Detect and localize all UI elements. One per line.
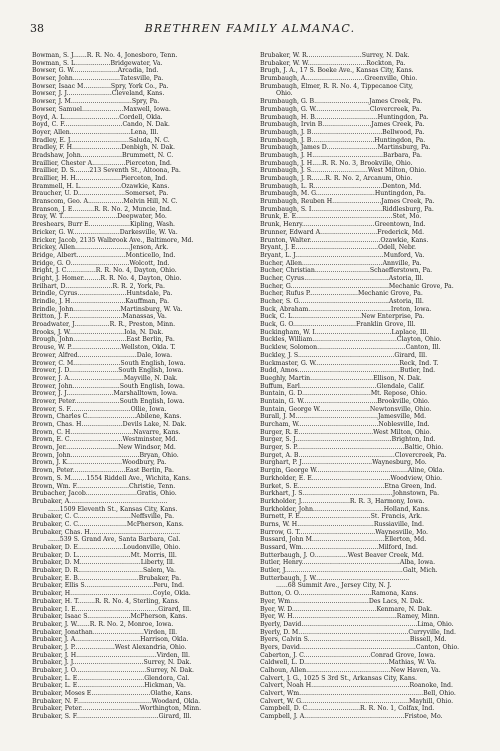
directory-entry: Brubaker, J. P.....................West Alexandria, Ohio.	[32, 643, 187, 651]
directory-entry: Branscom, Geo. A..................Melvin Hill, N. C.	[32, 198, 178, 206]
directory-entry: Bricker, Jacob, 2135 Walbrook Ave., Baltimore, Md.	[32, 236, 194, 244]
directory-entry: Brumbaugh, A..............................Greenville, Ohio.	[260, 75, 418, 83]
directory-entry: Brubaker, D. R.................................Salem, Va.	[32, 567, 176, 575]
directory-entry: Byer, Wm........................................Des Lacs, N. Dak.	[260, 597, 425, 605]
directory-entry: Calvert, W. G.......................................................Mayhill, Ohio.	[260, 697, 454, 705]
directory-entry: Brower, J. A............................Mayville, N. Dak.	[32, 374, 178, 382]
directory-entry: Buck, C. L...................................New Enterprise, Pa.	[260, 313, 425, 321]
directory-entry: Budd, Amos....................................................Butler, Ind.	[260, 367, 436, 375]
directory-entry: Brubaker, L. E..................................Hickman, Va.	[32, 682, 186, 690]
directory-entry: Brubaker, Ellis S...................................Peru, Ind.	[32, 582, 184, 590]
directory-entry: Buck, G. O................................Franklin Grove, Ill.	[260, 321, 416, 329]
directory-entry: Brower, Alfred..............................Dale, Iowa.	[32, 351, 173, 359]
directory-entry: Burgin, George W...............................................Aline, Okla.	[260, 467, 445, 475]
directory-entry: Burrow, G. T.......................................Waynesville, Mo.	[260, 528, 429, 536]
directory-entry: Brunk, Henry.....................................Greentown, Ind.	[260, 221, 426, 229]
directory-entry: Brumbaugh, G. W............................Clovercreek, Pa.	[260, 105, 422, 113]
directory-entry: Brumbaugh, G. B............................James Creek, Pa.	[260, 98, 423, 106]
directory-entry: Calvert, J. G., 1025 S 3rd St., Arkansas City, Kans.	[260, 674, 417, 682]
directory-entry: Brumbaugh, Reuben H.........................James Creek, Pa.	[260, 198, 435, 206]
directory-entry: Burket, S. E............................................Etna Green, Ind.	[260, 482, 437, 490]
directory-entry: Brubaker, A..................................................	[32, 497, 168, 505]
directory-entry: Brumbaugh, J. R.......R. R. No. 2, Arcanum, Ohio.	[260, 175, 413, 182]
directory-entry: Bray, W. T............................Deepwater, Mo.	[32, 213, 167, 221]
directory-entry: Burkholder, John....................................Holland, Kans.	[260, 505, 430, 513]
directory-entry: Buckingham, W. I.......................................Laplace, Ill.	[260, 328, 429, 336]
directory-entry: Brumbaugh, J. S.............................West Milton, Ohio.	[260, 167, 427, 175]
directory-entry: Byerly, David...........................................................Lima, Ohio.	[260, 620, 454, 628]
directory-entry: Bowman, S. L..................Bridgewater, Va.	[32, 59, 163, 67]
directory-entry: Brough, John...........................East Berlin, Pa.	[32, 336, 175, 344]
directory-entry: Braucher, U. D........................Somerset, Pa.	[32, 190, 169, 198]
directory-entry: Brown, Jer...........................New Windsor, Md.	[32, 444, 176, 452]
directory-entry: Burger, S. J.................................................Brighton, Ind.	[260, 436, 436, 444]
directory-entry: ......68 Summit Ave., Jersey City, N. J.	[276, 582, 392, 590]
directory-entry: Buffum, Earl.......................................Glendale, Calif.	[260, 382, 425, 390]
directory-entry: Boyd, A. L............................Cordell, Okla.	[32, 113, 163, 121]
directory-entry: Brunner, Edward A.............................Frederick, Md.	[260, 228, 425, 236]
directory-entry: Butterbaugh, J. O.................West Beaver Creek, Md.	[260, 551, 424, 559]
directory-entry: Burns, W. H.......................................Russiaville, Ind.	[260, 520, 424, 528]
directory-entry: Brower, Peter.......................South English, Iowa.	[32, 397, 185, 405]
page-number: 38	[30, 22, 44, 35]
directory-entry: Brindle, Cyrus.........................Huntsdale, Pa.	[32, 290, 173, 298]
directory-entry: Button, O. O.....................................Ramona, Kans.	[260, 590, 419, 598]
directory-entry: Bradshaw, John.....................Brummett, N. C.	[32, 151, 174, 159]
directory-entry: Brouse, W. P..........................Wellston, Okla. T.	[32, 344, 176, 352]
directory-entry: Campbell, D. C...........................R. R. No. 1, Colfax, Ind.	[260, 705, 435, 713]
directory-entry: Butler, Henry..................................................Alba, Iowa.	[260, 559, 436, 567]
directory-entry: Caldwell, L. D...........................................Mathias, W. Va.	[260, 659, 437, 667]
directory-entry: Brindle, John........................Martinsburg, W. Va.	[32, 305, 183, 313]
directory-entry: Bucher, Cyrus...........................................Astoria, Ill.	[260, 274, 424, 282]
directory-entry: Brubaker, C. C.........................McPherson, Kans.	[32, 520, 184, 528]
directory-entry: Bryant, L. J.............................................Munford, Va.	[260, 251, 425, 259]
directory-entry: Brown, Wm. F...........................Christie, Tenn.	[32, 482, 176, 490]
directory-entry: Byers, Calvin S....................................................Bissell, Md.	[260, 636, 447, 644]
directory-entry: Brubaker, S. F..........................................Girard, Ill.	[32, 713, 192, 721]
directory-entry: Burnett, F. E....................................St. Francis, Ark.	[260, 513, 422, 521]
directory-entry: Brubaker, D. L...........................Mt. Morris, Ill.	[32, 551, 177, 559]
directory-entry: Caberton, J. C..................................Conrad Grove, Iowa.	[260, 651, 436, 659]
directory-entry: Bucklew, Solomon.............................................Canton, Ill.	[260, 344, 441, 352]
directory-entry: Brown, John...................................Bryan, Ohio.	[32, 451, 179, 459]
directory-entry: Brubaker, I. E..........................................Girard, Ill.	[32, 605, 192, 613]
directory-entry: Bowser, J. M...............................Spry, Pa.	[32, 98, 160, 106]
directory-entry: Buckles, William...........................................Clayton, Ohio.	[260, 336, 442, 344]
directory-entry: Bueghly, Martin................................Ellison, N. Dak.	[260, 374, 422, 382]
directory-entry: Buckley, J. S.................................................Girard, Ill.	[260, 351, 428, 359]
directory-entry: Brubaker, J. A.................................Harrison, Okla.	[32, 636, 189, 644]
directory-entry: Burkholder, J.........................R. R. 3, Harmony, Iowa.	[260, 497, 425, 505]
directory-entry: Bowser, John........................Tatesville, Pa.	[32, 75, 164, 83]
directory-entry: Brower, S. F...............................Ollie, Iowa.	[32, 405, 167, 413]
directory-entry: Byer, W. H.....................................................Ramey, Minn.	[260, 613, 440, 621]
directory-entry: Brumbaugh, M. G..............................Huntingdon, Pa.	[260, 190, 426, 198]
directory-entry: Calhoun, Allen...........................................New Haven, Va.	[260, 667, 441, 674]
directory-entry: Burger, S. P.......................................................Baltic, Ohio.	[260, 444, 444, 452]
page-header	[30, 22, 470, 40]
directory-entry: ......1509 Eleventh St., Kansas City, Kans.	[48, 505, 178, 513]
directory-entry: Byer, W. D...........................................Kenmare, N. Dak.	[260, 605, 432, 613]
directory-entry: Brower, John........................South English, Iowa.	[32, 382, 185, 390]
directory-entry: Brown, C. H................................Navarre, Kans.	[32, 428, 181, 436]
directory-entry: Calvert, Noah H..................................................Roanoke, Ind.	[260, 682, 453, 690]
directory-entry: Brubaker, J. W.......R. R. No. 2, Monroe, Iowa.	[32, 620, 174, 628]
directory-entry: Brumbaugh, J. H....................................Barbara, Pa.	[260, 151, 422, 159]
directory-entry: Braillier, D. S........213 Seventh St., Altoona, Pa.	[32, 167, 181, 175]
directory-entry: Bussard, Wm.......................................Milford, Ind.	[260, 544, 418, 551]
directory-entry: Brubaker, N. F......................................Woodard, Okla.	[32, 697, 201, 705]
directory-entry: Brubaker, W. W..............................Rockton, Pa.	[260, 59, 406, 67]
directory-entry: Bradley, F. H.........................Denbigh, N. Dak.	[32, 144, 175, 152]
directory-entry: Brower, J. D.........................South English, Iowa.	[32, 367, 184, 375]
directory-entry: Brumbaugh, Irvin B.........................James Creek, Pa.	[260, 121, 425, 129]
directory-entry: Buntain, G. W......................................Brookville, Ohio.	[260, 397, 430, 405]
directory-entry: Brumbaugh, J. H.....R. R. No. 3, Brookville, Ohio.	[260, 159, 413, 167]
directory-entry: Ohio.	[276, 90, 293, 98]
directory-entry: Brubaker, L. E..................................Glendora, Cal.	[32, 674, 190, 682]
directory-entry: Bucher, G..................................................Mechanic Grove, Pa.	[260, 282, 454, 290]
directory-entry: Bridge, Albert.........................Monticello, Ind.	[32, 251, 176, 259]
directory-entry: Brubaker, J. H.........................................Virden, Ill.	[32, 651, 190, 659]
directory-entry: Brower, J. J........................Marshalltown, Iowa.	[32, 390, 178, 398]
directory-entry: Britton, J. F............................Manassas, Va.	[32, 313, 167, 321]
directory-entry: Brumbaugh, H. B................................Huntingdon, Pa.	[260, 113, 429, 121]
directory-entry: Broadwater, J..................R. R., Preston, Minn.	[32, 321, 176, 329]
directory-entry: Bradley, E. J..............................Saluda, N. C.	[32, 136, 170, 144]
directory-entry: Brubaker, J. O....................................Surrey, N. Dak.	[32, 667, 194, 674]
directory-entry: Butterbaugh, J. W................................................	[260, 574, 410, 582]
directory-entry: Brown, Charles C.........................Abilene, Kans.	[32, 413, 182, 421]
directory-entry: Burget, A. B.................................................Clovercreek, Pa.	[260, 451, 447, 459]
directory-entry: Brugh, J. A., 17 S. Boeke Ave., Kansas City, Kans.	[260, 67, 414, 75]
directory-entry: Brindle, J. H............................Kauffman, Pa.	[32, 298, 170, 305]
directory-entry: Boyer, Allen...............................Lena, Ill.	[32, 128, 159, 136]
directory-entry: Buntain, G. D...................................Mt. Repose, Ohio.	[260, 390, 427, 398]
directory-entry: Brooks, J. W............................Iola, N. Dak.	[32, 328, 164, 336]
directory-entry: Brubaker, D. M...............................Liberty, Ill.	[32, 559, 175, 567]
directory-entry: Brubaker, H. T.........R. R. No. 4, Sterling, Kans.	[32, 597, 180, 605]
directory-entry: Brubaker, Moses E..............................Olathe, Kans.	[32, 690, 193, 698]
directory-entry: Buntain, George W..........................Newtonsville, Ohio.	[260, 405, 432, 413]
directory-entry: Campbell, J. A...................................................Fristoe, Mo.	[260, 713, 443, 721]
directory-entry: Brubaker, Peter..............................Worthington, Minn.	[32, 705, 202, 713]
directory-entry: Boyd, C. F..............................Cando, N. Dak.	[32, 121, 170, 129]
directory-entry: Bryant, J. E..........................................Odell, Nebr.	[260, 244, 417, 252]
right-column	[260, 52, 478, 721]
directory-entry: Buck, Abraham..........................................Ireton, Iowa.	[260, 305, 432, 313]
directory-entry: Brown, E. C...........................Westminster, Md.	[32, 436, 178, 444]
directory-entry: Brubaker, H..........................................Coyle, Okla.	[32, 590, 191, 598]
directory-entry: Brubaker, E. B...............................Brubaker, Pa.	[32, 574, 182, 582]
directory-entry: Brubaker, D. E.......................Loudonville, Ohio.	[32, 544, 181, 551]
directory-entry: Brubaker, C. C...........................Neffsville, Pa.	[32, 513, 175, 521]
directory-entry: Burall, J. M..........................................Jamesville, Md.	[260, 413, 427, 421]
directory-entry: Braillier, H. H.......................Pierceton, Ind.	[32, 175, 168, 182]
directory-entry: Burghart, P. J....................................Waynesburg, Mo.	[260, 459, 427, 467]
directory-entry: Burger, R. E......................................West Milton, Ohio.	[260, 428, 432, 436]
directory-entry: Branson, J. E...........R. R. No. 2, Muncie, Ind.	[32, 205, 172, 213]
directory-entry: Brubaker, Isaac S......................McPherson, Kans.	[32, 613, 188, 621]
directory-entry: Brunton, Walter....................................Ozawkie, Kans.	[260, 236, 429, 244]
directory-entry: Bowman, S. J.......R. R. No. 4, Jonesboro, Tenn.	[32, 52, 178, 59]
directory-entry: ......539 S. Grand Ave, Santa Barbara, Cal.	[48, 536, 181, 544]
directory-entry: Brown, S. M........1554 Riddell Ave., Wichita, Kans.	[32, 474, 191, 482]
directory-entry: Calvert, Wm...............................................................Bell, Ohio.	[260, 690, 456, 698]
directory-entry: Brumbaugh, James D..........................Martinsburg, Pa.	[260, 144, 431, 152]
directory-entry: Bridge, G. O..............................Wolcott, Ind.	[32, 259, 170, 267]
directory-entry: Bright, J. C...............R. R. No. 4, Dayton, Ohio.	[32, 267, 177, 275]
directory-entry: Brubacher, Jacob..........................Gratis, Ohio.	[32, 490, 177, 498]
directory-entry: Butler, J............................................................Galt, Mich.	[260, 567, 438, 575]
directory-entry: Brickey, Allen............................Jenson, Ark.	[32, 244, 169, 252]
directory-entry: Braillier, Chester A.................Pierceton, Ind.	[32, 159, 172, 167]
directory-entry: Brilhart, D........................R. R. 2, York, Pa.	[32, 282, 165, 290]
directory-entry: Brown, Chas. H.....................Devils Lake, N. Dak.	[32, 421, 187, 428]
directory-entry: Brubaker, W. R............................Surrey, N. Dak.	[260, 52, 410, 59]
directory-entry: Brubaker, Chas. H..............................................	[32, 528, 181, 536]
directory-entry: Brumbaugh, S. I....................................Riddlesburg, Pa.	[260, 205, 434, 213]
directory-entry: Brubaker, J. J....................................Surrey, N. Dak.	[32, 659, 192, 667]
directory-entry: Byerly, D. M........................................................Curryville, Ind.	[260, 628, 456, 636]
directory-entry: Brunk, E. E.................................................Stet, Mo.	[260, 213, 422, 221]
directory-entry: Breshears, Burr E.....................Kipling, Wash.	[32, 221, 176, 229]
directory-entry: Byers, David...........................................................Canton, Ohio.	[260, 643, 460, 651]
directory-entry: Buckmaster, G. W...........................................Reck, Ind. T.	[260, 359, 439, 367]
directory-entry: Bucher, S. G..............................................Astoria, Ill.	[260, 298, 424, 305]
directory-entry: Brower, C. M........................South English, Iowa.	[32, 359, 186, 367]
directory-entry: Brumbaugh, L. R...................................Denton, Md.	[260, 182, 422, 190]
directory-entry: Bowser, Isaac M..............Spry, York Co., Pa.	[32, 82, 169, 90]
directory-entry: Bowser, J. J.......................Cleveland, Kans.	[32, 90, 165, 98]
directory-entry: Bucher, Christian............................Schaefferstown, Pa.	[260, 267, 433, 275]
directory-entry: Burkhart, J. S..............................................Johnstown, Pa.	[260, 490, 440, 498]
directory-entry: Bright, J. Homer.........R. R. No. 4, Dayton, Ohio.	[32, 274, 182, 282]
directory-entry: Brown, Peter...........................East Berlin, Pa.	[32, 467, 174, 475]
directory-entry: Brumbaugh, J. B................................Huntingdon, Pa.	[260, 136, 426, 144]
page-title: BRETHREN FAMILY ALMANAC.	[144, 22, 356, 35]
directory-entry: Bucher, Allen.........................................Annville, Pa.	[260, 259, 422, 267]
directory-entry: Brammell, H. L.....................Ozawkie, Kans.	[32, 182, 170, 190]
directory-entry: Burcham, W.........................................Noblesville, Ind.	[260, 421, 430, 428]
directory-entry: Bucher, Rufus P.........................Mechanic Grove, Pa.	[260, 290, 423, 298]
left-column	[32, 52, 250, 721]
directory-entry: Brown, J. K............................Woodbury, Pa.	[32, 459, 167, 467]
directory-entry: Brumbaugh, Elmer, R. R. No. 4, Tippecanoe City,	[260, 82, 414, 90]
directory-entry: Brubaker, Jonathan..........................Virden, Ill.	[32, 628, 178, 636]
directory-entry: Burkholder, E. E........................................Woodview, Ohio.	[260, 474, 443, 482]
directory-entry: Bricker, G. W........................Darkesville, W. Va.	[32, 228, 178, 236]
directory-entry: Bussard, John M.....................................Ellerton, Md.	[260, 536, 427, 544]
directory-entry: Brumbaugh, J. B....................................Bellwood, Pa.	[260, 128, 425, 136]
directory-entry: Bowser, Samuel.....................Maxwell, Iowa.	[32, 105, 171, 113]
directory-entry: Bowser, G. W.......................Arcadia, Ind.	[32, 67, 159, 75]
